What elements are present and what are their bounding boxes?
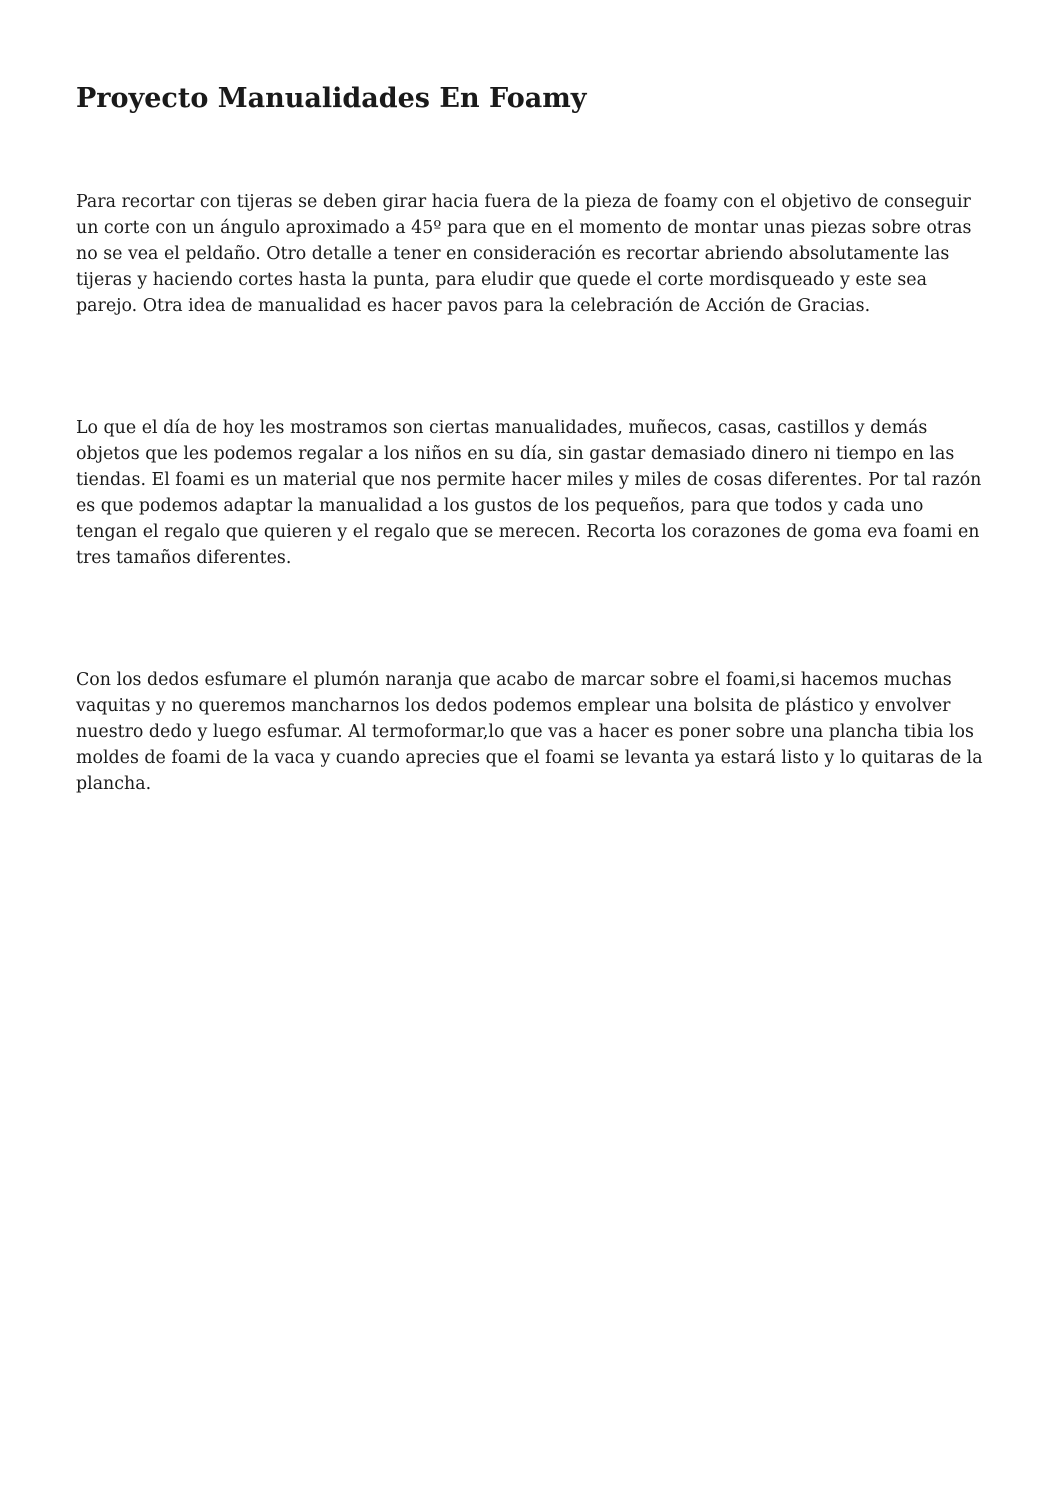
paragraph-1: Para recortar con tijeras se deben girar hacia fuera de la pieza de foamy con el objetivo de conseguir un corte con un ángulo aproximado a 45º para que en el momento de montar unas piezas sobre otras no se vea el peldaño. Otro detalle a tener en consideración es recortar abriendo absolutamente las tijeras y haciendo cortes hasta la punta, para eludir que quede el corte mordisqueado y este sea parejo. Otra idea de manualidad es hacer pavos para la celebración de Acción de Gracias. <box>76 192 972 316</box>
paragraph-2: Lo que el día de hoy les mostramos son ciertas manualidades, muñecos, casas, castillos y demás objetos que les podemos regalar a los niños en su día, sin gastar demasiado dinero ni tiempo en las tiendas. El foami es un material que nos permite hacer miles y miles de cosas diferentes. Por tal razón es que podemos adaptar la manualidad a los gustos de los pequeños, para que todos y cada uno tengan el regalo que quieren y el regalo que se merecen. Recorta los corazones de goma eva foami en tres tamaños diferentes. <box>76 418 982 568</box>
paragraph-3: Con los dedos esfumare el plumón naranja que acabo de marcar sobre el foami,si hacemos muchas vaquitas y no queremos mancharnos los dedos podemos emplear una bolsita de plástico y envolver nuestro dedo y luego esfumar. Al termoformar,lo que vas a hacer es poner sobre una plancha tibia los moldes de foami de la vaca y cuando aprecies que el foami se levanta ya estará listo y lo quitaras de la plancha. <box>76 670 983 794</box>
page-title: Proyecto Manualidades En Foamy <box>76 83 587 114</box>
